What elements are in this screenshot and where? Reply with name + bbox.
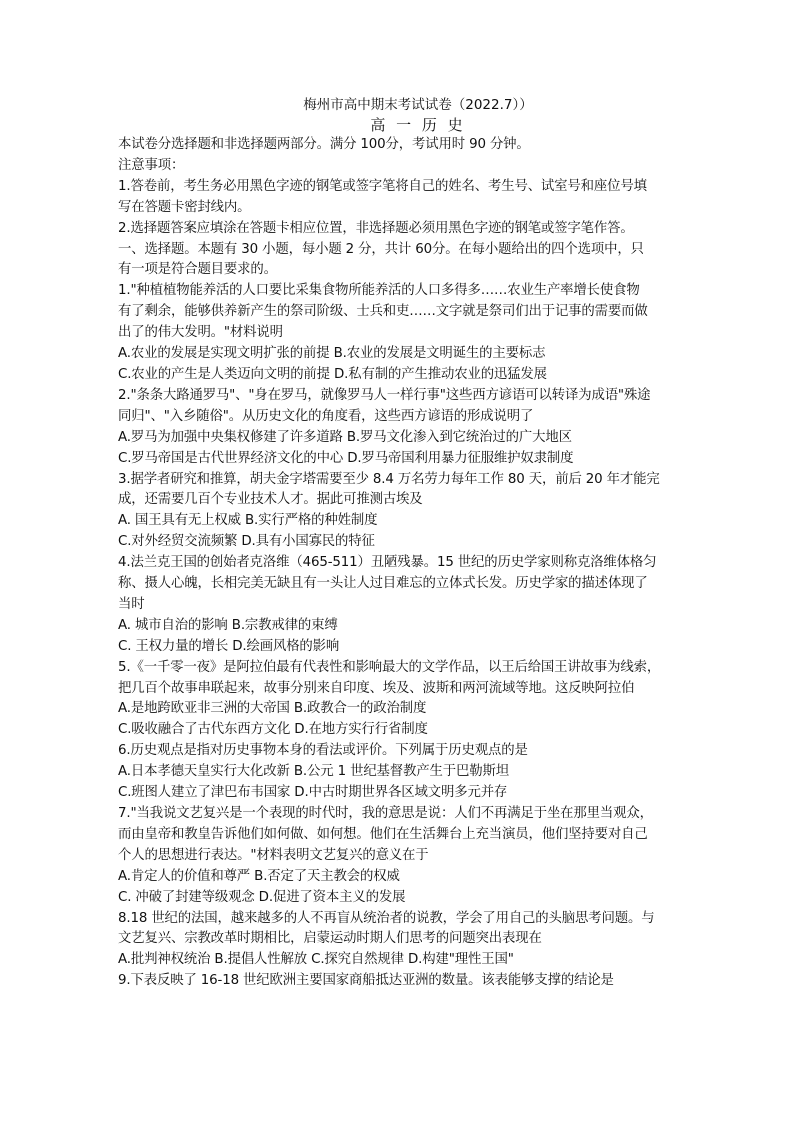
text-line: 注意事项： <box>118 157 185 173</box>
text-line: A.日本孝德天皇实行大化改新 B.公元 1 世纪基督教产生于巴勒斯坦 <box>118 764 509 780</box>
text-line: 写在答题卡密封线内。 <box>118 199 251 215</box>
text-line: 称、摄人心魄，长相完美无缺且有一头让人过目难忘的立体式长发。历史学家的描述体现了 <box>118 576 648 592</box>
text-line: 有一项是符合题目要求的。 <box>118 262 277 278</box>
exam-title: 梅州市高中期末考试试卷（2022.7）） <box>303 97 533 113</box>
exam-page <box>118 96 678 992</box>
text-line: 文艺复兴、宗教改革时期相比，启蒙运动时期人们思考的问题突出表现在 <box>118 931 542 947</box>
text-line: C. 王权力量的增长 D.绘画风格的影响 <box>118 638 340 654</box>
text-line: 6.历史观点是指对历史事物本身的看法或评价。下列属于历史观点的是 <box>118 743 528 759</box>
text-line: A.是地跨欧亚非三洲的大帝国 B.政教合一的政治制度 <box>118 701 427 717</box>
text-line: 当时 <box>118 596 145 612</box>
text-line: 一、选择题。本题有 30 小题，每小题 2 分，共计 60分。在每小题给出的四个选项中，只 <box>118 241 644 257</box>
text-line: A. 城市自治的影响 B.宗教戒律的束缚 <box>118 617 338 633</box>
text-line: 出了的伟大发明。"材料说明 <box>118 325 283 341</box>
text-line: A.批判神权统治 B.提倡人性解放 C.探究自然规律 D.构建"理性王国" <box>118 952 514 968</box>
text-line: 1.答卷前，考生务必用黑色字迹的钢笔或签字笔将自己的姓名、考生号、试室号和座位号填 <box>118 178 647 194</box>
text-line: 4.法兰克王国的创始者克洛维（465-511）丑陋残暴。15 世纪的历史学家则称克洛维体格匀 <box>118 555 657 571</box>
text-line: A.罗马为加强中央集权修建了许多道路 B.罗马文化渗入到它统治过的广大地区 <box>118 429 572 445</box>
text-line: A. 国王具有无上权威 B.实行严格的种姓制度 <box>118 513 378 529</box>
text-line: C.吸收融合了古代东西方文化 D.在地方实行行省制度 <box>118 722 428 738</box>
text-line: 本试卷分选择题和非选择题两部分。满分 100分，考试用时 90 分钟。 <box>118 137 530 152</box>
text-line: 同归"、"入乡随俗"。从历史文化的角度看，这些西方谚语的形成说明了 <box>118 408 534 424</box>
text-line: 成，还需要几百个专业技术人才。据此可推测古埃及 <box>118 492 423 508</box>
text-line: 2."条条大路通罗马"、"身在罗马，就像罗马人一样行事"这些西方谚语可以转译为成语"殊途 <box>118 387 651 403</box>
text-line: C. 冲破了封建等级观念 D.促进了资本主义的发展 <box>118 889 406 905</box>
text-line: A.肯定人的价值和尊严 B.否定了天主教会的权威 <box>118 868 400 884</box>
text-line: A.农业的发展是实现文明扩张的前提 B.农业的发展是文明诞生的主要标志 <box>118 346 546 362</box>
text-line: 有了剩余，能够供养新产生的祭司阶级、士兵和吏……文字就是祭司们出于记事的需要而做 <box>118 304 648 320</box>
text-line: 3.据学者研究和推算，胡夫金字塔需要至少 8.4 万名劳力每年工作 80 天，前后 20 年才能完 <box>118 471 660 487</box>
text-line: 而由皇帝和教皇告诉他们如何做、如何想。他们在生活舞台上充当演员，他们坚持要对自己 <box>118 826 648 842</box>
text-line: 5.《一千零一夜》是阿拉伯最有代表性和影响最大的文学作品，以王后给国王讲故事为线索， <box>118 659 661 675</box>
text-line: 个人的思想进行表达。"材料表明文艺复兴的意义在于 <box>118 847 429 863</box>
text-line: 9.下表反映了 16-18 世纪欧洲主要国家商船抵达亚洲的数量。该表能够支撑的结论是 <box>118 973 614 989</box>
text-line: 7."当我说文艺复兴是一个表现的时代时，我的意思是说：人们不再满足于坐在那里当观众， <box>118 806 653 821</box>
text-line: 1."种植植物能养活的人口要比采集食物所能养活的人口多得多……农业生产率增长使食物 <box>118 283 640 299</box>
text-line: C.罗马帝国是古代世界经济文化的中心 D.罗马帝国利用暴力征服维护奴隶制度 <box>118 450 574 466</box>
text-line: 2.选择题答案应填涂在答题卡相应位置，非选择题必须用黑色字迹的钢笔或签字笔作答。 <box>118 220 634 236</box>
text-line: 把几百个故事串联起来，故事分别来自印度、埃及、波斯和两河流域等地。这反映阿拉伯 <box>118 680 635 696</box>
text-line: C.班图人建立了津巴布韦国家 D.中古时期世界各区域文明多元并存 <box>118 785 508 801</box>
exam-body <box>118 135 678 992</box>
text-line: 8.18 世纪的法国，越来越多的人不再盲从统治者的说教，学会了用自己的头脑思考问题。与 <box>118 910 655 926</box>
exam-subtitle: 高 一 历 史 <box>370 116 466 134</box>
text-line: C.农业的产生是人类迈向文明的前提 D.私有制的产生推动农业的迅猛发展 <box>118 366 547 382</box>
text-line: C.对外经贸交流频繁 D.具有小国寡民的特征 <box>118 534 375 550</box>
